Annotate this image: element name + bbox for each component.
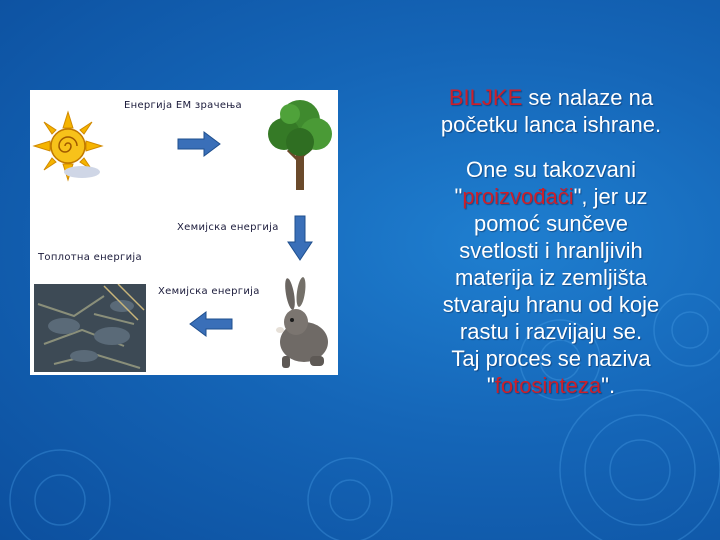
p3-line-a: Taj proces se naziva xyxy=(451,346,651,371)
highlight-producers: proizvođači xyxy=(462,184,574,209)
paragraph-producers xyxy=(392,156,710,345)
p2-line-a: One su takozvani xyxy=(466,157,636,182)
text-block xyxy=(392,84,710,399)
p3-quote-open: " xyxy=(486,373,495,398)
p2-quote-open: " xyxy=(454,184,463,209)
arrow-left-icon xyxy=(188,310,234,338)
p1-line-b: početku lanca ishrane. xyxy=(440,112,662,137)
highlight-plants: BILJKE xyxy=(448,85,523,110)
p2-line-d: materija iz zemljišta xyxy=(455,265,647,290)
decomposer-icon xyxy=(34,284,146,372)
em-radiation-energy-label: Енергија ЕМ зрачења xyxy=(124,100,242,111)
rabbit-icon xyxy=(268,276,336,372)
highlight-photosynthesis: fotosinteza xyxy=(494,373,602,398)
p2-line-e: stvaraju hranu od koje xyxy=(442,292,660,317)
energy-flow-diagram xyxy=(30,90,338,375)
heat-energy-label: Топлотна енергија xyxy=(38,252,142,263)
p1-line-a: se nalaze na xyxy=(522,85,654,110)
paragraph-plants xyxy=(392,84,710,138)
arrow-down-icon xyxy=(286,214,314,262)
p3-quote-close: ". xyxy=(601,373,616,398)
p2-line-f: rastu i razvijaju se. xyxy=(459,319,643,344)
arrow-right-icon xyxy=(176,130,222,158)
chemical-energy-label-1: Хемијска енергија xyxy=(177,222,279,233)
p2-after: ", jer uz xyxy=(573,184,648,209)
chemical-energy-label-2: Хемијска енергија xyxy=(158,286,260,297)
tree-icon xyxy=(264,92,336,192)
paragraph-photosynthesis xyxy=(392,345,710,399)
p2-line-b: pomoć sunčeve xyxy=(473,211,629,236)
p2-line-c: svetlosti i hranljivih xyxy=(459,238,643,263)
arrow-up-icon xyxy=(44,192,64,228)
sun-icon xyxy=(32,110,104,182)
